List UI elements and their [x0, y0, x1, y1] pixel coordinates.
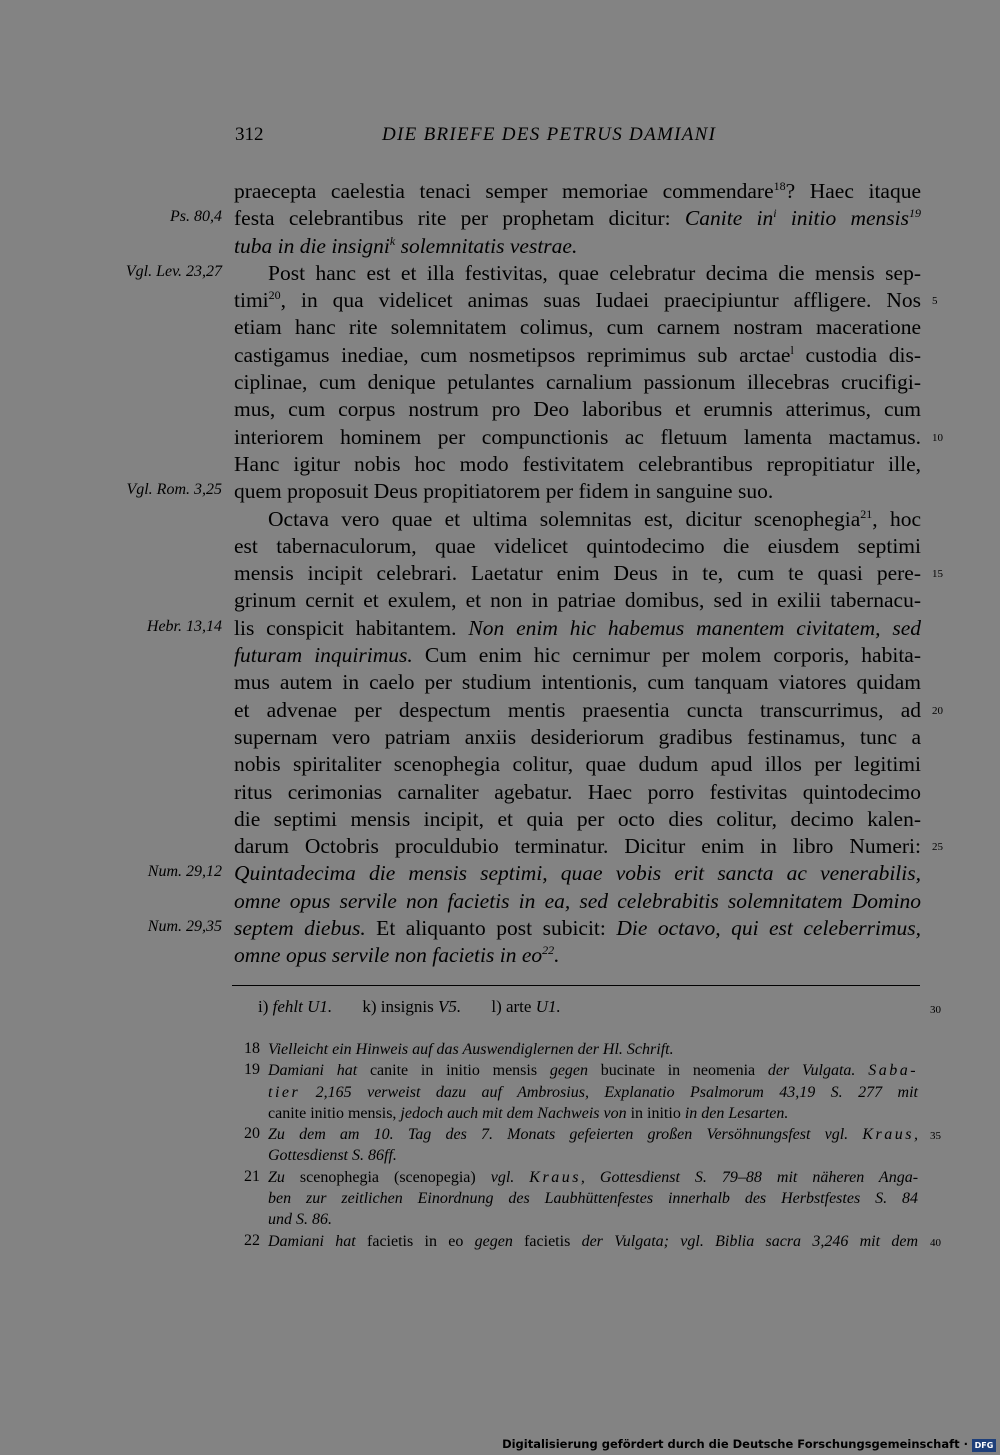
page-number: 312 — [235, 124, 264, 145]
footnote-line: 22 Damiani hat facietis in eo gegen facietis der Vulgata; vgl. Biblia sacra 3,246 mit dem 40 — [244, 1231, 941, 1250]
footnote-line: 20 Zu dem am 10. Tag des 7. Monats gefeierten großen Versöhnungsfest vgl. Kraus, 35 — [244, 1125, 941, 1144]
text-line: darum Octobris proculdubio terminatur. Dicitur enim in libro Numeri: 25 — [234, 834, 943, 859]
line-number: 30 — [930, 1004, 941, 1016]
footnote-line: tier 2,165 verweist dazu auf Ambrosius, Explanatio Psalmorum 43,19 S. 277 mit — [268, 1083, 918, 1101]
critical-apparatus — [258, 997, 587, 1017]
text-line: Vgl. Rom. 3,25 quem proposuit Deus propitiatorem per fidem in sanguine suo. — [126, 479, 774, 504]
footnote-number: 18 — [244, 1040, 260, 1057]
page-header — [232, 124, 920, 154]
text-line: Hebr. 13,14 lis conspicit habitantem. Non enim hic habemus manentem civitatem, sed — [146, 615, 921, 640]
text-line: supernam vero patriam anxiis desideriorum gradibus festinamus, tunc a — [234, 724, 921, 749]
running-title: DIE BRIEFE DES PETRUS DAMIANI — [382, 124, 717, 145]
text-line: grinum cernit et exulem, et non in patriae domibus, sed in exilii tabernacu- — [234, 588, 921, 613]
footnote-line: 18 Vielleicht ein Hinweis auf das Auswendiglernen der Hl. Schrift. — [244, 1040, 674, 1058]
margin-reference: Ps. 80,4 — [170, 208, 222, 226]
text-line: Octava vero quae et ultima solemnitas est, dicitur scenophegia$^{21}$, hoc — [268, 506, 921, 531]
text-line: die septimi mensis incipit, et quia per octo dies colitur, decimo kalen- — [234, 806, 921, 831]
text-line: Hanc igitur nobis hoc modo festivitatem celebrantibus repropitiatur ille, — [234, 451, 921, 476]
margin-reference: Num. 29,12 — [147, 863, 222, 881]
text-line: mus, cum corpus nostrum pro Deo laboribus et erumnis atterimus, cum — [234, 397, 921, 422]
text-line: omne opus servile non facietis in ea, sed celebrabitis solemnitatem Domino — [234, 888, 921, 913]
text-line: Num. 29,12 Quintadecima die mensis septimi, quae vobis erit sancta ac venerabilis, — [147, 861, 921, 886]
margin-reference: Vgl. Lev. 23,27 — [125, 262, 222, 280]
footnote-line: canite initio mensis, jedoch auch mit dem Nachweis von in initio in den Lesarten. — [268, 1104, 789, 1122]
footnote-line: und S. 86. — [268, 1211, 332, 1229]
text-line: nobis spiritaliter scenophegia colitur, quae dudum apud illos per legitimi — [234, 752, 921, 777]
text-line: est tabernaculorum, quae videlicet quintodecimo die eiusdem septimi — [234, 533, 921, 558]
text-line: tuba in die insigni$^k$ solemnitatis vestrae. — [234, 233, 578, 258]
text-line: omne opus servile non facietis in $eo^{22}$. — [234, 943, 560, 968]
footnote-number: 19 — [244, 1061, 260, 1079]
footnote-divider — [232, 985, 920, 986]
margin-reference: Vgl. Rom. 3,25 — [126, 481, 222, 499]
line-number: 35 — [930, 1130, 941, 1143]
line-number: 40 — [930, 1236, 941, 1249]
footnote-line: Gottesdienst S. 86ff. — [268, 1147, 397, 1165]
footnote-number: 20 — [244, 1125, 260, 1143]
text-line: mensis incipit celebrari. Laetatur enim Deus in te, cum te quasi pere- 15 — [234, 561, 943, 586]
line-number: 20 — [932, 704, 943, 717]
footnote-line: 19 Damiani hat canite in initio mensis gegen bucinate in neomenia der Vulgata. Saba- — [244, 1061, 919, 1080]
text-line: futuram inquirimus. Cum enim hic cernimur per molem corporis, habita- — [234, 643, 921, 668]
text-line: mus autem in caelo per studium intentionis, cum tanquam viatores quidam — [234, 670, 921, 695]
dfg-logo: DFG — [972, 1439, 996, 1452]
footnote-number: 22 — [244, 1231, 260, 1249]
margin-reference: Num. 29,35 — [147, 918, 222, 936]
text-line: ritus cerimonias carnaliter agebatur. Haec porro festivitas quintodecimo — [234, 779, 921, 804]
text-line: Vgl. Lev. 23,27 Post hanc est et illa festivitas, quae celebratur decima die mensis sep- — [125, 260, 921, 285]
footnotes — [0, 1040, 1000, 1253]
text-line: interiorem hominem per compunctionis ac fletuum lamenta mactamus. 10 — [234, 424, 943, 449]
footnote-number: 21 — [244, 1167, 260, 1185]
text-line: Num. 29,35 septem diebus. Et aliquanto post subicit: Die octavo, qui est celeberrimus, — [147, 916, 922, 941]
text-line: castigamus inediae, cum nosmetipsos reprimimus sub arctae$^l$ custodia dis- — [234, 342, 921, 367]
footnote-line: ben zur zeitlichen Einordnung des Laubhüttenfestes innerhalb des Herbstfestes S. 84 — [268, 1190, 918, 1208]
line-number: 25 — [932, 841, 943, 854]
text-line: et advenae per despectum mentis praesentia cuncta transcurrimus, ad 20 — [234, 697, 943, 722]
apparatus-entry: l) arte U1. — [491, 997, 561, 1016]
margin-reference: Hebr. 13,14 — [146, 617, 222, 635]
text-line: timi$^{20}$, in qua videlicet animas suas Iudaei praecipiuntur affligere. Nos 5 — [234, 288, 938, 313]
line-number: 10 — [932, 431, 943, 444]
line-number: 15 — [932, 568, 943, 581]
text-line: etiam hanc rite solemnitatem colimus, cum carnem nostram maceratione — [234, 315, 921, 340]
footnote-line: 21 Zu scenophegia (scenopegia) vgl. Kraus, Gottesdienst S. 79–88 mit näheren Anga- — [244, 1167, 919, 1186]
text-line: Ps. 80,4 festa celebrantibus rite per prophetam dicitur: Canite $in^i$ initio mensis$^{19}$ — [170, 206, 922, 231]
digitization-credit: Digitalisierung gefördert durch die Deutsche Forschungsgemeinschaft · — [502, 1437, 968, 1451]
apparatus-entry: k) insignis V5. — [362, 997, 462, 1016]
text-line: praecepta caelestia tenaci semper memoriae commendare$^{18}$? Haec itaque — [234, 179, 922, 203]
main-text — [0, 178, 1000, 970]
apparatus-entry: i) fehlt U1. — [258, 997, 333, 1016]
text-line: ciplinae, cum denique petulantes carnalium passionum illecebras crucifigi- — [234, 370, 921, 395]
line-number: 5 — [932, 295, 938, 308]
